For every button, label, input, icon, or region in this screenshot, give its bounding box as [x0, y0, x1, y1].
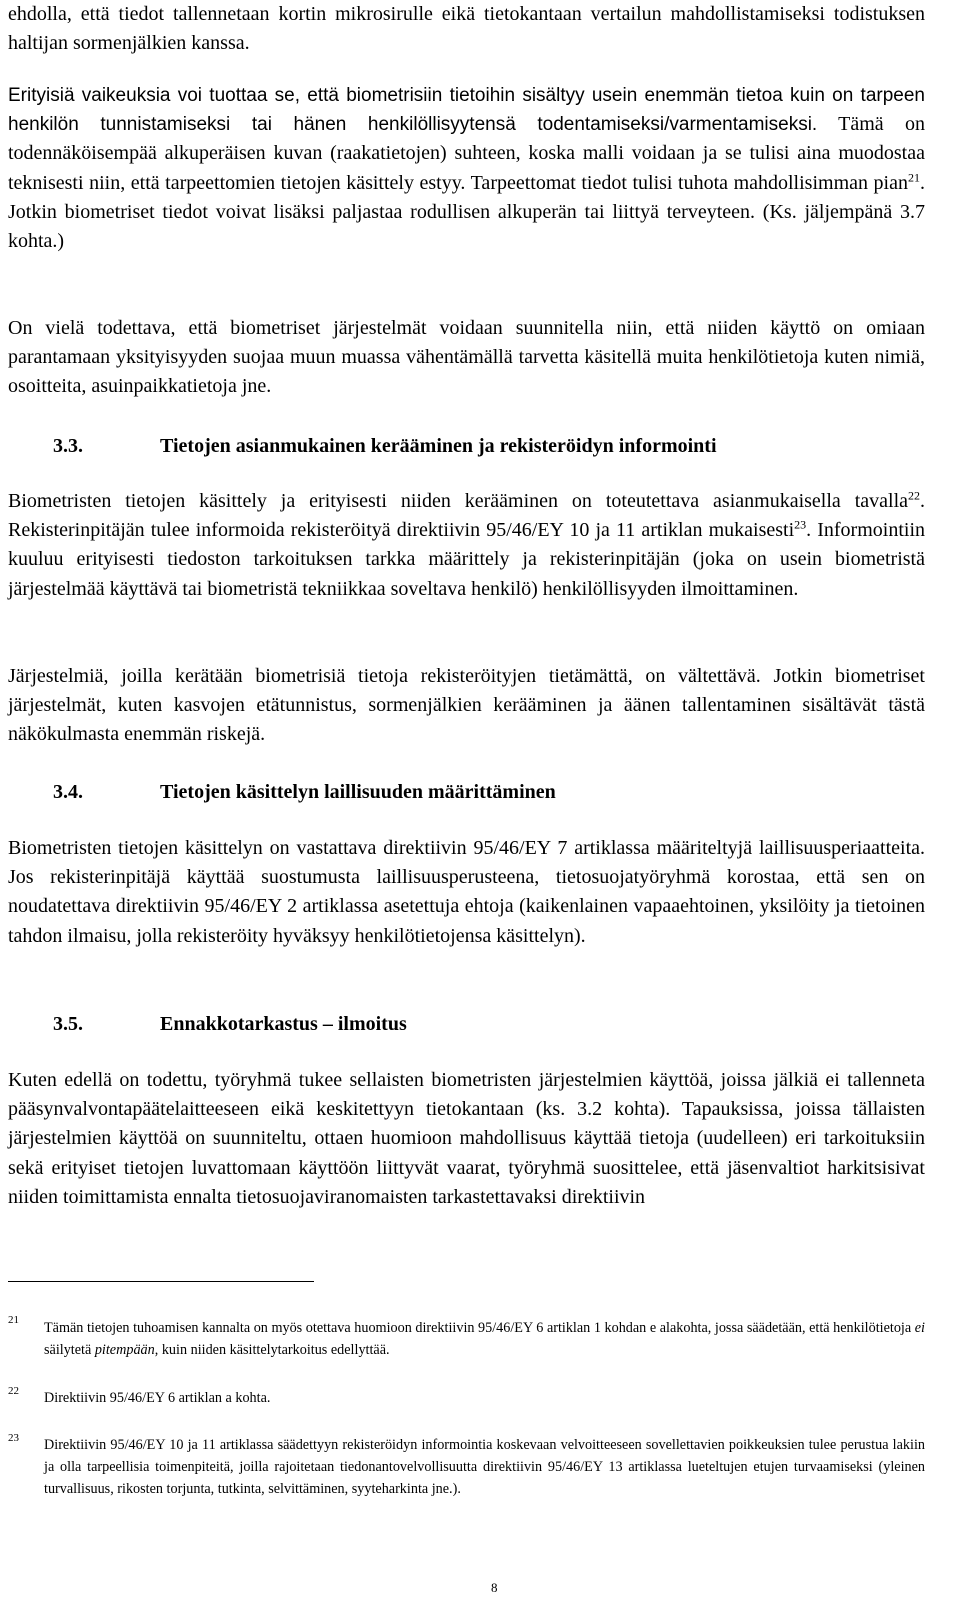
section-heading-3-4: Tietojen käsittelyn laillisuuden määrittäminen: [160, 781, 556, 803]
paragraph-intro: [8, 0, 925, 58]
footnote-21: [44, 1317, 925, 1361]
paragraph-text: Järjestelmiä, joilla kerätään biometrisiä tietoja rekisteröityjen tietämättä, on vältettävä. Jotkin biometriset järjestelmät, kuten kasvojen etätunnistus, sormenjälkien kerääminen ja äänen tallentaminen sisältävät tästä näkökulmasta enemmän riskejä.: [8, 665, 925, 746]
footnote-emphasis: ei: [914, 1320, 925, 1336]
paragraph-fair-collection: [8, 487, 925, 604]
paragraph-text: Erityisiä vaikeuksia voi tuottaa se, että biometrisiin tietoihin sisältyy usein enemmän tietoa kuin on tarpeen henkilön tunnistamiseksi tai hänen henkilöllisyytensä todentamiseksi/varmentamiseksi.: [8, 85, 925, 136]
section-heading-3-3: Tietojen asianmukainen kerääminen ja rekisteröidyn informointi: [160, 435, 717, 457]
paragraph-text: . Jotkin biometriset tiedot voivat lisäksi paljastaa rodullisen alkuperän tai liittyä terveyteen. (Ks. jäljempänä 3.7 kohta.): [8, 171, 925, 253]
footnote-reference[interactable]: 21: [908, 169, 920, 184]
footnote-text: Tämän tietojen tuhoamisen kannalta on myös otettava huomioon direktiivin 95/46/EY 6 artiklan 1 kohdan e alakohta, jossa säädetään, että henkilötietoja: [44, 1320, 915, 1336]
page-number: 8: [491, 1580, 498, 1595]
footnote-text: säilytetä: [44, 1342, 95, 1358]
section-heading-3-5: Ennakkotarkastus – ilmoitus: [160, 1013, 407, 1035]
footnote-text: Direktiivin 95/46/EY 6 artiklan a kohta.: [44, 1390, 271, 1406]
paragraph-text: Biometristen tietojen käsittely ja erityisesti niiden kerääminen on toteutettava asianmukaisella tavalla: [8, 490, 908, 512]
paragraph-biometric-difficulties: [8, 81, 925, 256]
section-number-3-4: 3.4.: [53, 781, 83, 803]
paragraph-text: . Informointiin kuuluu erityisesti tiedoston tarkoituksen tarkka määrittely ja rekisterinpitäjän (joka on usein biometristä järjestelmää käyttävä tai biometristä tekniikkaa soveltava henkilö) henkilöllisyyden ilmoittaminen.: [8, 519, 926, 600]
footnote-marker-23: 23: [8, 1432, 19, 1444]
footnote-marker-21: 21: [8, 1314, 19, 1326]
paragraph-text: Tämä on todennäköisempää alkuperäisen kuvan (raakatietojen) suhteen, koska malli voidaan ja se tulisi aina muodostaa teknisesti niin, että tarpeettomien tietojen käsittely estyy. Tarpeettomat tiedot tulisi tuhota mahdollisimman pian: [8, 113, 925, 194]
footnote-text: Direktiivin 95/46/EY 10 ja 11 artiklassa säädettyyn rekisteröidyn informointia koskevaan velvoitteeseen sovellettavien poikkeuksien tulee perustua lakiin ja olla tarpeellisia toimenpiteitä, joilla rajoitetaan tiedonantovelvollisuutta direktiivin 95/46/EY 13 artiklassa lueteltujen etujen turvaamiseksi (yleinen turvallisuus, rikosten torjunta, tutkinta, selvittäminen, syyteharkinta jne.).: [44, 1437, 925, 1497]
footnote-emphasis: pitempään: [94, 1342, 155, 1358]
section-number-3-5: 3.5.: [53, 1013, 83, 1035]
footnote-separator: [8, 1281, 314, 1282]
paragraph-text: ehdolla, että tiedot tallennetaan kortin mikrosirulle eikä tietokantaan vertailun mahdollistamiseksi todistuksen haltijan sormenjälkien kanssa.: [8, 3, 925, 55]
footnote-22: [44, 1387, 925, 1409]
paragraph-covert-systems: [8, 662, 925, 750]
paragraph-text: . Rekisterinpitäjän tulee informoida rekisteröityä direktiivin 95/46/EY 10 ja 11 artiklan mukaisesti: [8, 490, 925, 542]
paragraph-privacy-enhancing: [8, 314, 925, 402]
paragraph-text: On vielä todettava, että biometriset järjestelmät voidaan suunnitella niin, että niiden käyttö on omiaan parantamaan yksityisyyden suojaa muun muassa vähentämällä tarvetta käsitellä muita henkilötietoja kuten nimiä, osoitteita, asuinpaikkatietoja jne.: [8, 317, 925, 398]
footnote-23: [44, 1434, 925, 1500]
paragraph-legitimacy: [8, 834, 925, 951]
paragraph-text: Biometristen tietojen käsittelyn on vastattava direktiivin 95/46/EY 7 artiklassa määriteltyjä laillisuusperiaatteita. Jos rekisterinpitäjä käyttää suostumusta laillisuusperusteena, tietosuojatyöryhmä korostaa, että sen on noudatettava direktiivin 95/46/EY 2 artiklassa asetettuja ehtoja (kaikenlainen vapaaehtoinen, yksilöity ja tietoinen tahdon ilmaisu, jolla rekisteröity hyväksyy henkilötietojensa käsittelyn).: [8, 837, 925, 947]
footnote-text: , kuin niiden käsittelytarkoitus edellyttää.: [154, 1342, 390, 1358]
footnote-reference[interactable]: 22: [908, 488, 920, 503]
footnote-reference[interactable]: 23: [794, 517, 807, 532]
section-number-3-3: 3.3.: [53, 435, 83, 457]
paragraph-prior-checking: [8, 1066, 925, 1212]
footnote-marker-22: 22: [8, 1385, 19, 1397]
paragraph-text: Kuten edellä on todettu, työryhmä tukee sellaisten biometristen järjestelmien käyttöä, joissa jälkiä ei tallenneta pääsynvalvontapäätelaitteeseen eikä keskitettyyn tietokantaan (ks. 3.2 kohta). Tapauksissa, joissa tällaisten järjestelmien käyttöä on suunniteltu, ottaen huomioon mahdollisuus käyttää tietoja (uudelleen) eri tarkoituksiin sekä erityiset tietojen luvattomaan käyttöön liittyvät vaarat, työryhmä suosittelee, että jäsenvaltiot harkitsisivat niiden toimittamista ennalta tietosuojaviranomaisten tarkastettavaksi direktiivin: [8, 1069, 925, 1208]
